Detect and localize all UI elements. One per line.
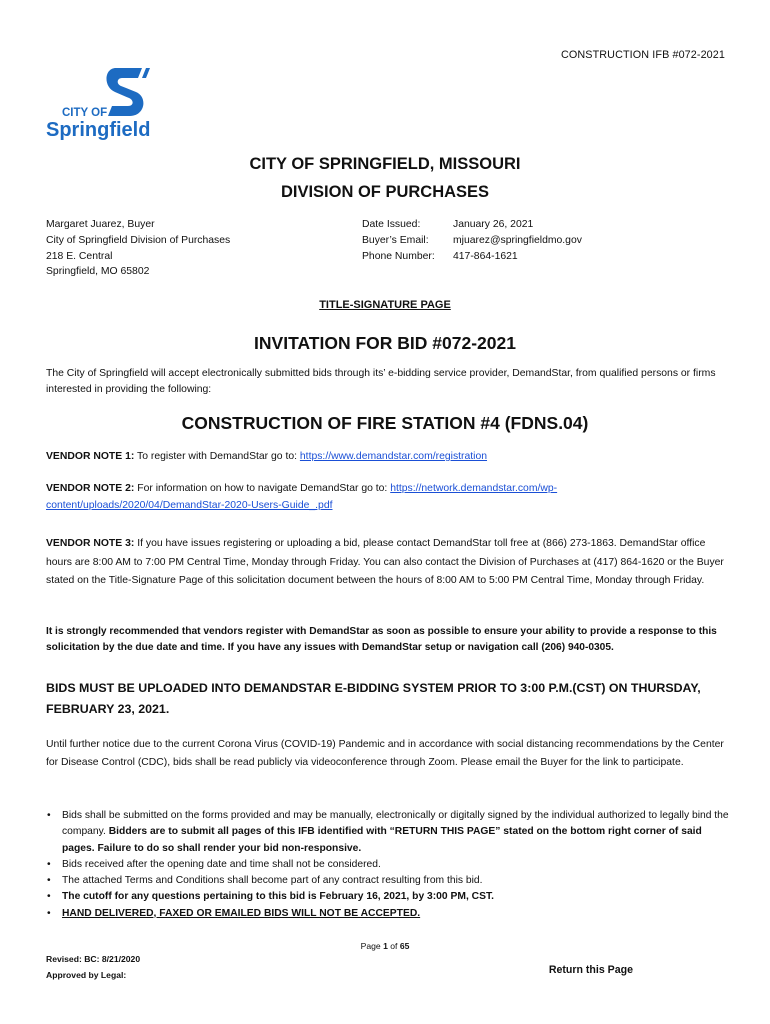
page-prefix: Page — [360, 941, 384, 951]
document-id: CONSTRUCTION IFB #072-2021 — [561, 49, 725, 61]
list-item — [46, 873, 730, 889]
list-item — [46, 889, 730, 905]
strong-recommendation: It is strongly recommended that vendors register with DemandStar as soon as possible to ensure your ability to provide a response to this solicitation by the due date and time. If you have any issues with DemandStar setup or navigation call (206) 940-0305. — [46, 626, 717, 653]
bullet-5-text: HAND DELIVERED, FAXED OR EMAILED BIDS WILL NOT BE ACCEPTED. — [62, 907, 421, 919]
logo-springfield-text: Springfield — [46, 119, 151, 141]
city-logo — [46, 64, 158, 144]
bullet-glyph: • — [47, 891, 51, 903]
vendor-note-3 — [46, 535, 728, 591]
bullet-1-bold: Bidders are to submit all pages of this IFB identified with “RETURN THIS PAGE” stated on the bottom right corner of said pages. Failure to do so shall render your bid non-responsive. — [62, 826, 702, 854]
project-title: CONSTRUCTION OF FIRE STATION #4 (FDNS.04) — [181, 413, 589, 433]
buyer-address-block — [46, 217, 230, 280]
vendor-note-2 — [46, 481, 728, 514]
buyer-email-label: Buyer’s Email: — [362, 234, 429, 246]
logo-city-of-text: CITY OF — [62, 107, 108, 119]
document-title-city: CITY OF SPRINGFIELD, MISSOURI — [249, 155, 521, 173]
city-logo-mark — [46, 64, 158, 144]
vendor-note-2-text: For information on how to navigate DemandStar go to: — [134, 483, 391, 494]
approved-text: Approved by Legal: — [46, 970, 127, 980]
buyer-street: 218 E. Central — [46, 250, 113, 262]
invitation-for-bid-title: INVITATION FOR BID #072-2021 — [254, 333, 516, 353]
vendor-note-2-label: VENDOR NOTE 2: — [46, 483, 135, 494]
buyer-email-value: mjuarez@springfieldmo.gov — [453, 234, 582, 246]
title-signature-heading: TITLE-SIGNATURE PAGE — [319, 299, 451, 311]
covid-paragraph: Until further notice due to the current Corona Virus (COVID-19) Pandemic and in accordance with social distancing recommendations by the Center for Disease Control (CDC), bids shall be read publicly via videoconference through Zoom. Please email the Buyer for the link to participate. — [46, 739, 724, 768]
bullet-glyph: • — [47, 907, 51, 919]
page-total: 65 — [399, 941, 410, 951]
intro-paragraph: The City of Springfield will accept electronically submitted bids through its’ e-bidding service provider, DemandStar, from qualified persons or firms interested in providing the following: — [46, 368, 716, 395]
page-of: of — [387, 941, 400, 951]
buyer-org: City of Springfield Division of Purchases — [46, 234, 231, 246]
bullet-glyph: • — [47, 810, 51, 821]
phone-row — [362, 249, 582, 265]
vendor-note-3-label: VENDOR NOTE 3: — [46, 538, 135, 549]
date-issued-label: Date Issued: — [362, 219, 421, 230]
list-item — [46, 857, 730, 873]
buyer-city: Springfield, MO 65802 — [46, 266, 150, 278]
list-item — [46, 808, 730, 857]
vendor-note-1 — [46, 449, 728, 466]
bullet-3-text: The attached Terms and Conditions shall become part of any contract resulting from this bid. — [62, 875, 483, 887]
date-issued-value: January 26, 2021 — [453, 219, 534, 230]
bullet-glyph: • — [47, 875, 51, 887]
revision-block — [46, 951, 140, 983]
bullet-2-text: Bids received after the opening date and time shall not be considered. — [62, 858, 381, 870]
phone-label: Phone Number: — [362, 250, 435, 262]
vendor-note-3-text: If you have issues registering or uploading a bid, please contact DemandStar toll free at (866) 273-1863. DemandStar office hours are 8:00 AM to 7:00 PM Central Time, Monday through Friday. You can also contact the Division of Purchases at (417) 864-1620 or the Buyer stated on the Title-Signature Page of this solicitation document between the hours of 8:00 AM to 5:00 PM Central Time, Monday through Friday. — [46, 538, 724, 586]
buyer-name: Margaret Juarez, Buyer — [46, 219, 155, 230]
users-guide-link[interactable]: https://network.demandstar.com/wp-content/uploads/2020/04/DemandStar-2020-Users-Guide_.pdf — [46, 483, 558, 511]
bid-rules-list — [46, 808, 730, 922]
document-title-division: DIVISION OF PURCHASES — [280, 183, 490, 201]
return-this-page-label: Return this Page — [548, 964, 633, 976]
bullet-4-text: The cutoff for any questions pertaining to this bid is February 16, 2021, by 3:00 PM, CST. — [62, 891, 494, 903]
vendor-note-1-text: To register with DemandStar go to: — [134, 451, 300, 462]
buyer-email-row — [362, 233, 582, 249]
page-current: 1 — [383, 941, 388, 951]
bullet-glyph: • — [47, 858, 51, 870]
registration-link[interactable]: https://www.demandstar.com/registration — [299, 451, 488, 462]
vendor-note-1-label: VENDOR NOTE 1: — [46, 451, 135, 462]
issue-meta-block — [362, 217, 582, 264]
list-item — [46, 906, 730, 922]
date-issued-row — [362, 217, 582, 233]
revised-text: Revised: BC: 8/21/2020 — [46, 954, 141, 964]
bullet-1-text: Bids shall be submitted on the forms provided and may be manually, electronically or digitally signed by the individual authorized to legally bind the company. — [62, 810, 729, 838]
phone-value: 417-864-1621 — [453, 250, 518, 262]
bids-deadline-heading: BIDS MUST BE UPLOADED INTO DEMANDSTAR E-BIDDING SYSTEM PRIOR TO 3:00 P.M.(CST) ON THURSDAY, FEBRUARY 23, 2021. — [46, 681, 701, 716]
